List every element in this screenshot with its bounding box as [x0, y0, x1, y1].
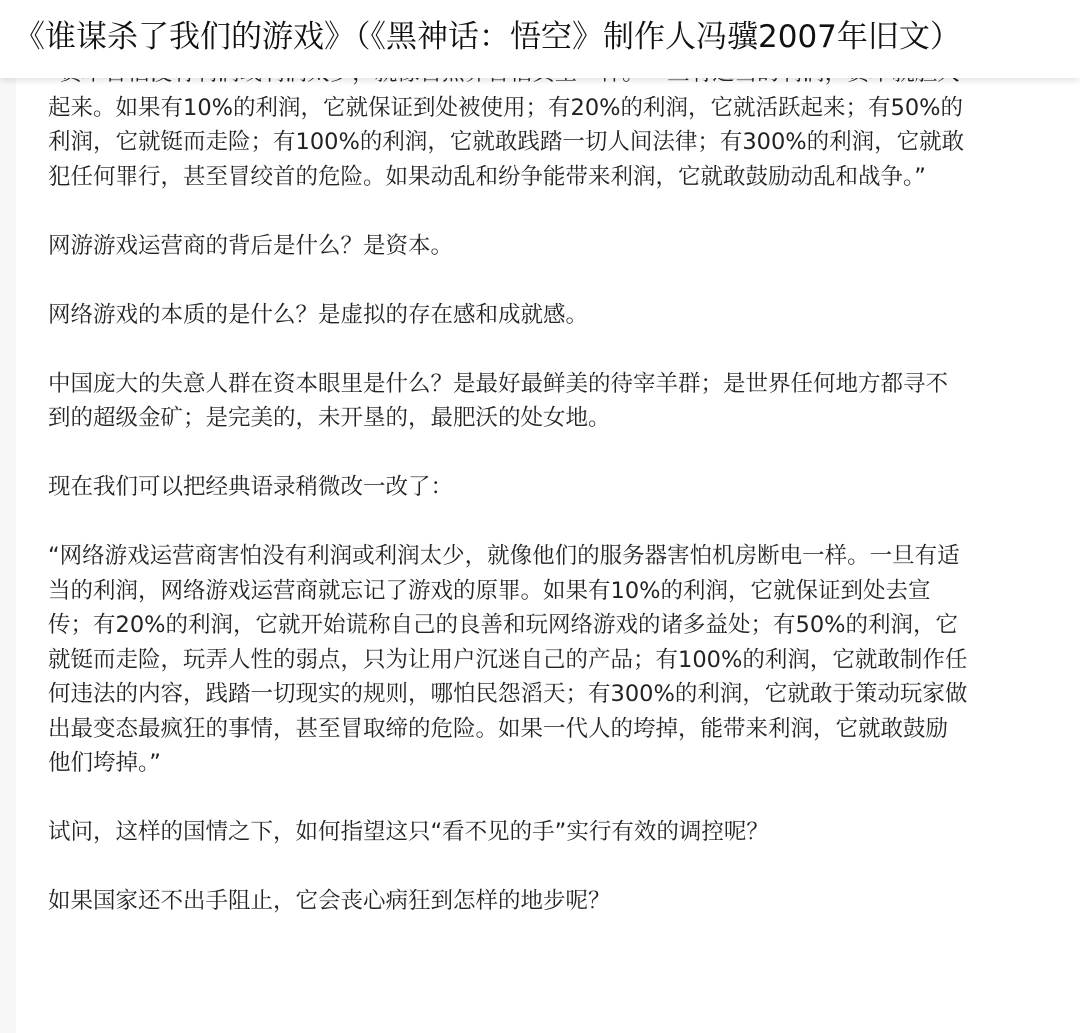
article-paragraph [48, 884, 1048, 919]
paragraph-line: 如果国家还不出手阻止，它会丧心病狂到怎样的地步呢？ [48, 888, 611, 914]
article-body[interactable] [16, 0, 1080, 1033]
article-paragraph [48, 815, 1048, 850]
paragraph-line: 他们垮掉。” [48, 750, 161, 776]
paragraph-line: “网络游戏运营商害怕没有利润或利润太少，就像他们的服务器害怕机房断电一样。一旦有适 [48, 543, 960, 569]
paragraph-line: 网络游戏的本质的是什么？是虚拟的存在感和成就感。 [48, 301, 589, 328]
paragraph-spacer [48, 781, 1048, 816]
title-bar [0, 0, 1080, 78]
article-paragraph [48, 470, 1048, 505]
paragraph-line: 现在我们可以把经典语录稍微改一改了： [48, 474, 454, 500]
paragraph-line: 到的超级金矿；是完美的，未开垦的，最肥沃的处女地。 [48, 405, 611, 431]
article-paragraph [48, 367, 1048, 436]
paragraph-spacer [48, 263, 1048, 298]
paragraph-line: 就铤而走险，玩弄人性的弱点，只为让用户沉迷自己的产品；有100%的利润，它就敢制作任 [48, 646, 968, 673]
paragraph-spacer [48, 332, 1048, 367]
article-title: 《谁谋杀了我们的游戏》（《黑神话：悟空》制作人冯骥2007年旧文） [14, 19, 961, 55]
paragraph-line: 何违法的内容，践踏一切现实的规则，哪怕民怨滔天；有300%的利润，它就敢于策动玩家做 [48, 681, 968, 707]
paragraph-line: 传；有20%的利润，它就开始谎称自己的良善和玩网络游戏的诸多益处；有50%的利润，它 [48, 612, 959, 638]
paragraph-line: 中国庞大的失意人群在资本眼里是什么？是最好最鲜美的待宰羊群；是世界任何地方都寻不 [48, 370, 949, 397]
paragraph-line: 起来。如果有10%的利润，它就保证到处被使用；有20%的利润，它就活跃起来；有50%的 [48, 94, 964, 121]
article-paragraph [48, 298, 1048, 333]
paragraph-spacer [48, 505, 1048, 540]
paragraph-line: 试问，这样的国情之下，如何指望这只“看不见的手”实行有效的调控呢？ [48, 819, 769, 845]
article-content [48, 56, 1048, 919]
paragraph-spacer [48, 850, 1048, 885]
paragraph-line: 出最变态最疯狂的事情，甚至冒取缔的危险。如果一代人的垮掉，能带来利润，它就敢鼓励 [48, 715, 949, 742]
paragraph-spacer [48, 436, 1048, 471]
paragraph-line: 网游游戏运营商的背后是什么？是资本。 [48, 232, 454, 259]
paragraph-line: 犯任何罪行，甚至冒绞首的危险。如果动乱和纷争能带来利润，它就敢鼓励动乱和战争。” [48, 163, 926, 190]
article-paragraph [48, 539, 1048, 781]
paragraph-line: 当的利润，网络游戏运营商就忘记了游戏的原罪。如果有10%的利润，它就保证到处去宣 [48, 577, 931, 604]
paragraph-line: 利润，它就铤而走险；有100%的利润，它就敢践踏一切人间法律；有300%的利润，它就敢 [48, 129, 965, 155]
article-paragraph [48, 229, 1048, 264]
paragraph-spacer [48, 194, 1048, 229]
